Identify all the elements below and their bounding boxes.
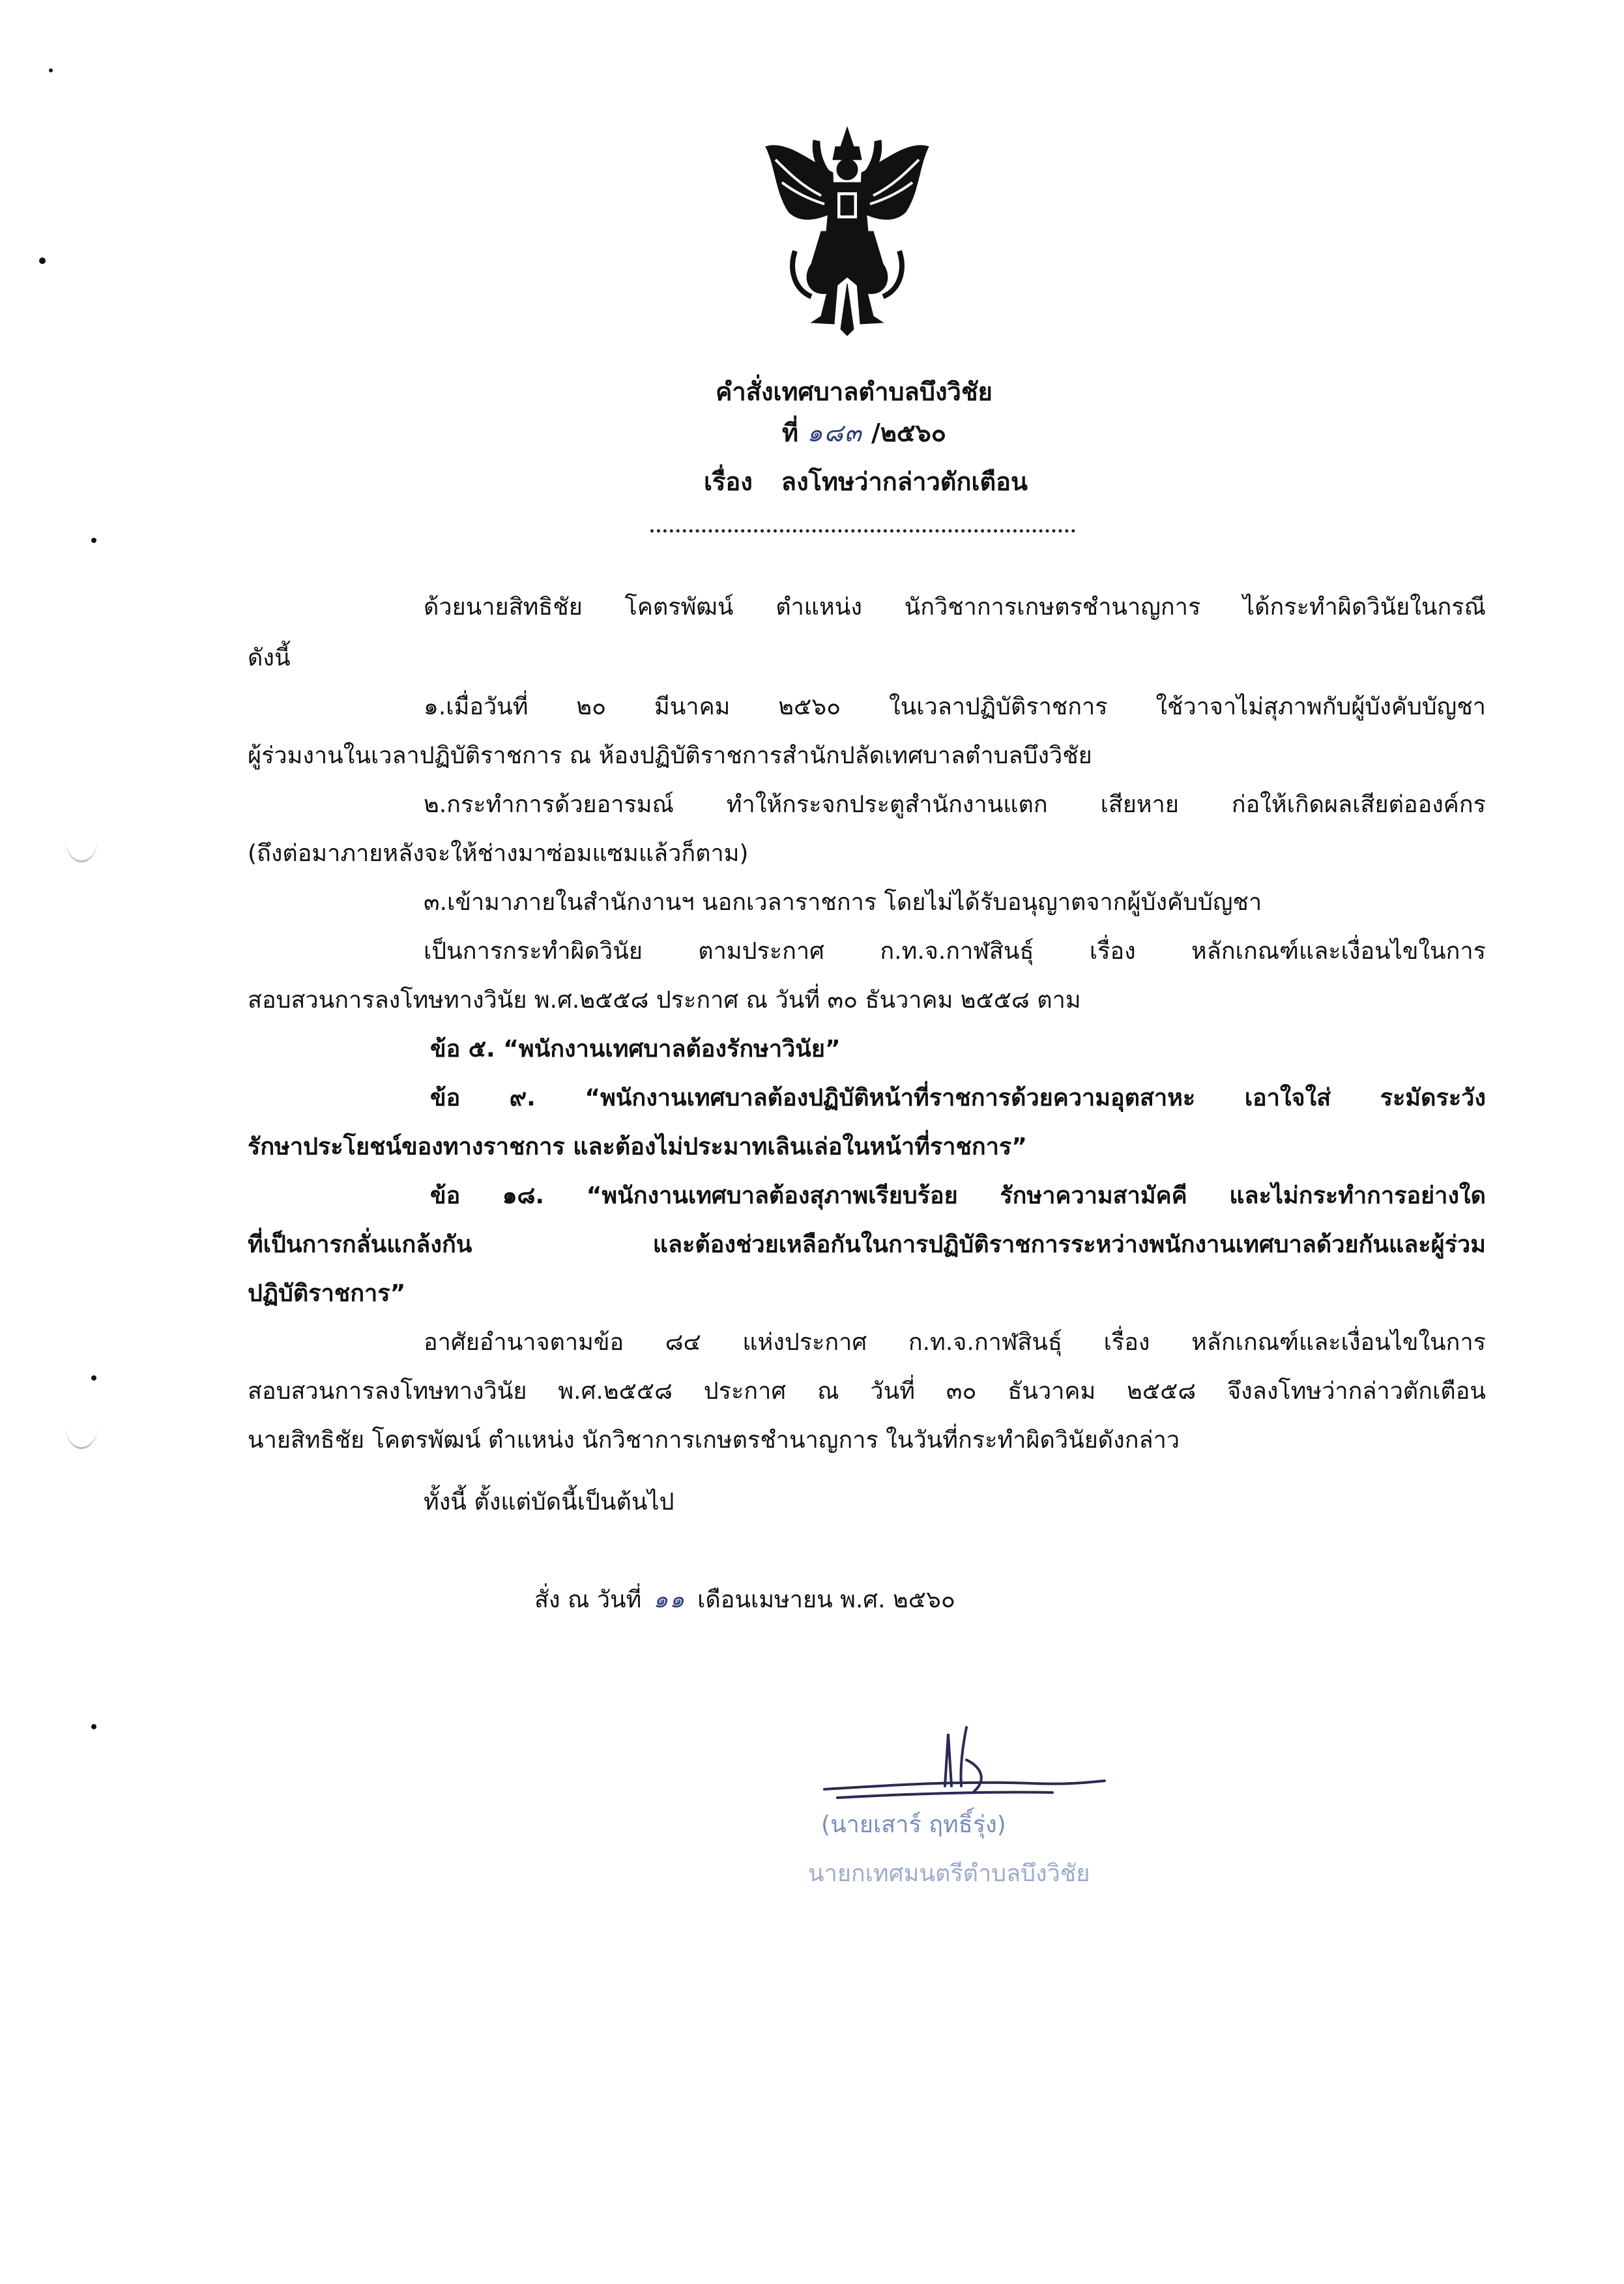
date-month-year: เดือนเมษายน พ.ศ. ๒๕๖๐ xyxy=(697,1587,955,1613)
authority-line: นายสิทธิชัย โคตรพัฒน์ ตำแหน่ง นักวิชาการเกษตรชำนาญการ ในวันที่กระทำผิดวินัยดังกล่าว xyxy=(248,1427,1180,1454)
item-2-line: (ถึงต่อมาภายหลังจะให้ช่างมาซ่อมแซมแล้วก็ตาม) xyxy=(248,840,749,867)
dotted-divider xyxy=(650,529,1075,533)
scan-speck xyxy=(91,1375,96,1381)
clause-18-line: ที่เป็นการกลั่นแกล้งกัน และต้องช่วยเหลือกันในการปฏิบัติราชการระหว่างพนักงานเทศบาลด้วยกันและผู้ร่วม xyxy=(248,1231,1486,1258)
punch-hole-shadow xyxy=(65,1401,98,1449)
effective-statement: ทั้งนี้ ตั้งแต่บัดนี้เป็นต้นไป xyxy=(424,1489,674,1515)
date-prefix: สั่ง ณ วันที่ xyxy=(534,1587,642,1613)
authority-line: สอบสวนการลงโทษทางวินัย พ.ศ.๒๕๕๘ ประกาศ ณ วันที่ ๓๐ ธันวาคม ๒๕๕๘ จึงลงโทษว่ากล่าวตักเตือน xyxy=(248,1378,1486,1405)
clause-9-line: รักษาประโยชน์ของทางราชการ และต้องไม่ประมาทเลินเล่อในหน้าที่ราชการ” xyxy=(248,1134,1027,1160)
order-number-handwritten: ๑๘๓ xyxy=(807,418,863,447)
clause-18-line: ข้อ ๑๘. “พนักงานเทศบาลต้องสุภาพเรียบร้อย รักษาความสามัคคี และไม่กระทำการอย่างใด xyxy=(430,1182,1486,1209)
clause-5: ข้อ ๕. “พนักงานเทศบาลต้องรักษาวินัย” xyxy=(430,1036,841,1062)
order-subject xyxy=(704,461,1028,501)
subject-text: ลงโทษว่ากล่าวตักเตือน xyxy=(781,467,1028,496)
subject-label: เรื่อง xyxy=(704,467,753,496)
item-1-line: ๑.เมื่อวันที่ ๒๐ มีนาคม ๒๕๖๐ ในเวลาปฏิบัติราชการ ใช้วาจาไม่สุภาพกับผู้บังคับบัญชา xyxy=(424,694,1486,720)
date-day-handwritten: ๑๑ xyxy=(653,1587,686,1613)
item-2-line: ๒.กระทำการด้วยอารมณ์ ทำให้กระจกประตูสำนักงานแตก เสียหาย ก่อให้เกิดผลเสียต่อองค์กร xyxy=(424,791,1486,818)
order-title: คำสั่งเทศบาลตำบลบึงวิชัย xyxy=(716,377,993,406)
violation-line: เป็นการกระทำผิดวินัย ตามประกาศ ก.ท.จ.กาฬสินธุ์ เรื่อง หลักเกณฑ์และเงื่อนไขในการ xyxy=(424,938,1486,965)
handwritten-signature-icon xyxy=(818,1721,1157,1819)
intro-line: ดังนี้ xyxy=(248,645,291,671)
scan-speck xyxy=(49,68,53,72)
item-1-line: ผู้ร่วมงานในเวลาปฏิบัติราชการ ณ ห้องปฏิบัติราชการสำนักปลัดเทศบาลตำบลบึงวิชัย xyxy=(248,742,1092,769)
scan-speck xyxy=(39,257,46,264)
item-3-line: ๓.เข้ามาภายในสำนักงานฯ นอกเวลาราชการ โดยไม่ได้รับอนุญาตจากผู้บังคับบัญชา xyxy=(424,889,1262,916)
order-number-suffix: /๒๕๖๐ xyxy=(871,418,946,447)
authority-line: อาศัยอำนาจตามข้อ ๘๔ แห่งประกาศ ก.ท.จ.กาฬสินธุ์ เรื่อง หลักเกณฑ์และเงื่อนไขในการ xyxy=(424,1329,1486,1356)
intro-line: ด้วยนายสิทธิชัย โคตรพัฒน์ ตำแหน่ง นักวิชาการเกษตรชำนาญการ ได้กระทำผิดวินัยในกรณี xyxy=(424,594,1486,621)
violation-line: สอบสวนการลงโทษทางวินัย พ.ศ.๒๕๕๘ ประกาศ ณ วันที่ ๓๐ ธันวาคม ๒๕๕๘ ตาม xyxy=(248,987,1081,1014)
scan-speck xyxy=(91,538,96,543)
order-date xyxy=(534,1581,955,1618)
signer-position: นายกเทศมนตรีตำบลบึงวิชัย xyxy=(808,1860,1090,1887)
clause-9-line: ข้อ ๙. “พนักงานเทศบาลต้องปฏิบัติหน้าที่ราชการด้วยความอุตสาหะ เอาใจใส่ ระมัดระวัง xyxy=(430,1085,1486,1111)
garuda-emblem-icon xyxy=(749,121,945,336)
signer-name: (นายเสาร์ ฤทธิ์รุ่ง) xyxy=(821,1811,1006,1838)
order-number xyxy=(782,413,946,452)
order-number-prefix: ที่ xyxy=(782,418,799,447)
scan-speck xyxy=(91,1724,96,1729)
punch-hole-shadow xyxy=(65,815,98,862)
clause-18-line: ปฏิบัติราชการ” xyxy=(248,1280,406,1307)
